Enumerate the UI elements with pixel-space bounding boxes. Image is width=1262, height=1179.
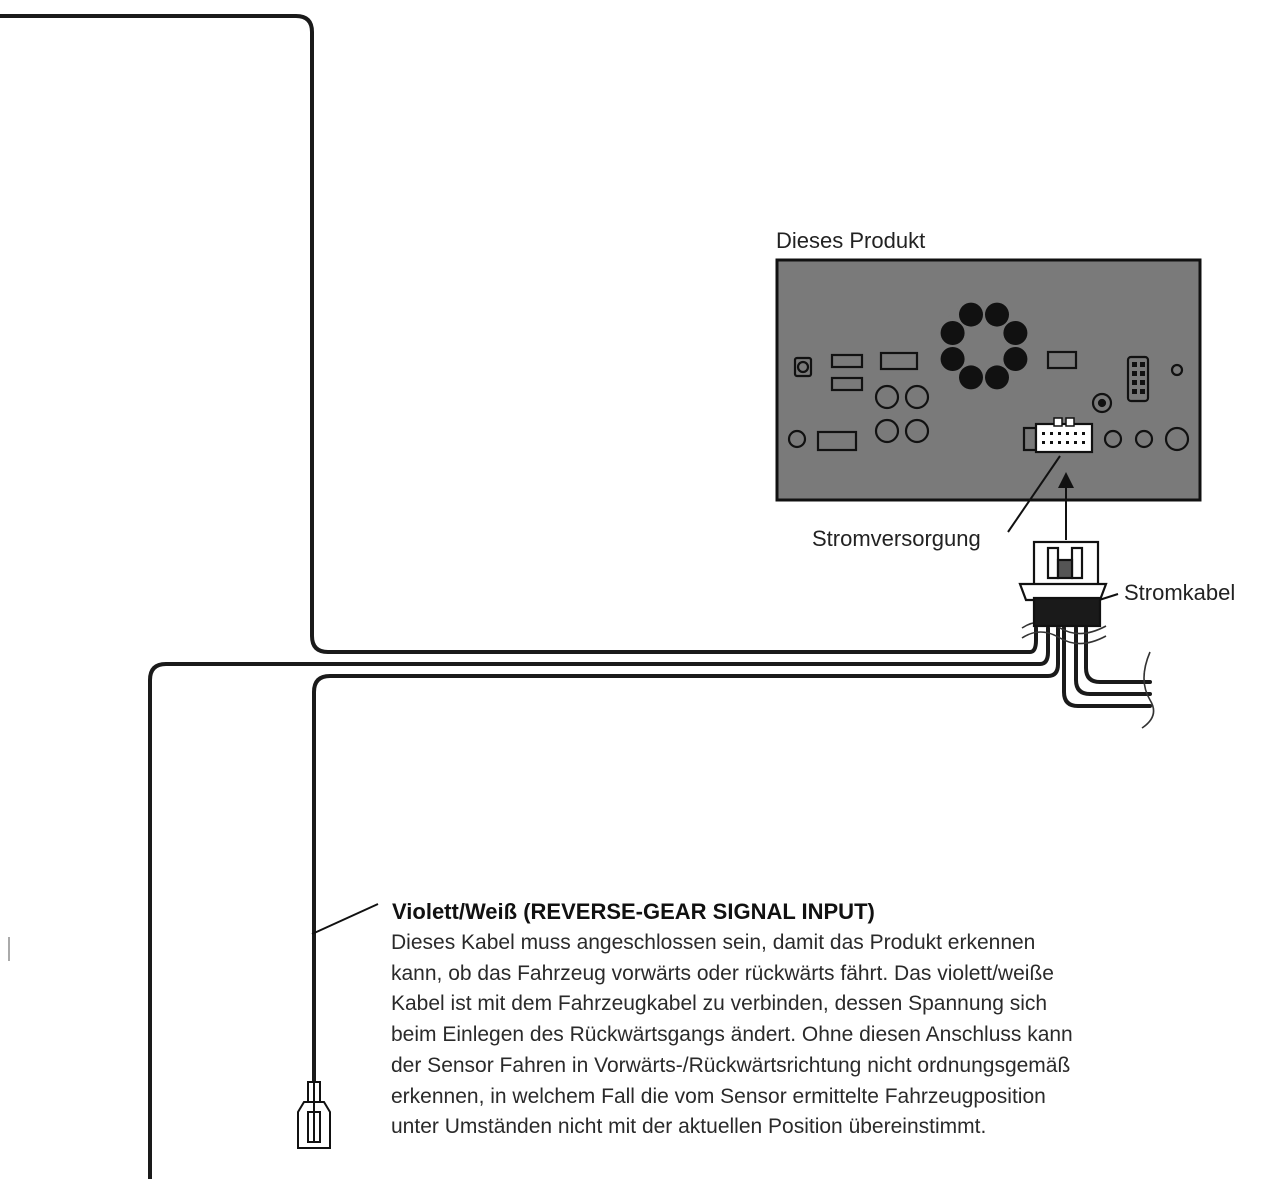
- fan-blade: [985, 365, 1009, 389]
- wire-bundle-right-3: [1086, 628, 1150, 682]
- power-plug: [1020, 542, 1106, 626]
- description-line: der Sensor Fahren in Vorwärts-/Rückwärtsrichtung nicht ordnungsgemäß: [391, 1053, 1071, 1077]
- fan-blade: [959, 365, 983, 389]
- description-line: erkennen, in welchem Fall die vom Sensor ermittelte Fahrzeugposition: [391, 1084, 1046, 1108]
- wire-description: [391, 928, 1231, 1143]
- cooling-fan-icon: [938, 300, 1030, 392]
- power-cable-label: Stromkabel: [1124, 580, 1236, 605]
- power-socket: [1036, 418, 1092, 452]
- description-line: unter Umständen nicht mit der aktuellen Position übereinstimmt.: [391, 1115, 987, 1139]
- description-line: Kabel ist mit dem Fahrzeugkabel zu verbinden, dessen Spannung sich: [391, 992, 1048, 1016]
- fan-blade: [1003, 347, 1027, 371]
- product-rear-panel: [777, 260, 1200, 500]
- fan-blade: [985, 303, 1009, 327]
- spade-terminal-icon: [298, 1082, 330, 1148]
- fan-blade: [941, 347, 965, 371]
- fan-blade: [1003, 321, 1027, 345]
- fan-blade: [941, 321, 965, 345]
- description-line: Dieses Kabel muss angeschlossen sein, damit das Produkt erkennen: [391, 931, 1036, 954]
- wire-title: Violett/Weiß (REVERSE-GEAR SIGNAL INPUT): [392, 899, 875, 924]
- power-connector-label: Stromversorgung: [812, 526, 981, 551]
- product-label: Dieses Produkt: [776, 228, 926, 253]
- description-line: kann, ob das Fahrzeug vorwärts oder rückwärts fährt. Das violett/weiße: [391, 961, 1054, 985]
- fan-blade: [959, 303, 983, 327]
- description-line: beim Einlegen des Rückwärtsgangs ändert. Ohne diesen Anschluss kann: [391, 1023, 1073, 1047]
